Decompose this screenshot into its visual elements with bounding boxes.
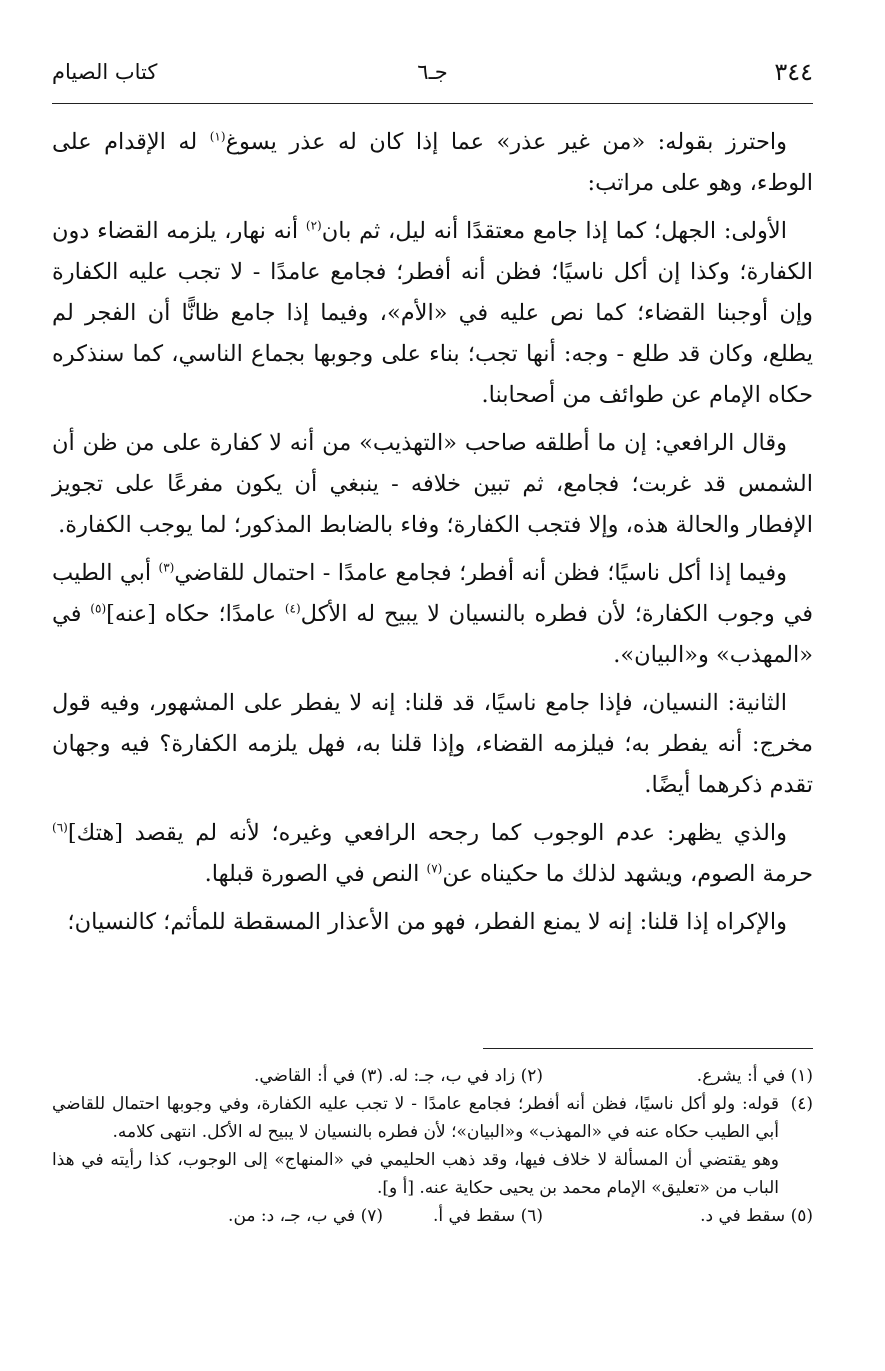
footnote-4 (52, 1090, 813, 1202)
footnote-ref-2[interactable]: (٢) (305, 218, 322, 233)
footnote-1: (١) في أ: يشرع. (696, 1066, 813, 1086)
footnote-ref-7[interactable]: (٧) (426, 861, 443, 876)
book-title: كتاب الصيام (52, 60, 158, 84)
footnote-5: (٥) سقط في د. (700, 1206, 813, 1226)
footnote-ref-5[interactable]: (٥) (90, 601, 107, 616)
text-segment: والإكراه إذا قلنا: إنه لا يمنع الفطر، فهو من الأعذار المسقطة للمأثم؛ كالنسيان؛ (67, 909, 787, 935)
text-segment: الثانية: النسيان، فإذا جامع ناسيًا، قد قلنا: إنه لا يفطر على المشهور، وفيه قول مخرج: أنه يفطر به؛ فيلزمه القضاء، وإذا قلنا به، فهل يلزمه الكفارة؟ فيه وجهان تقدم ذكرهما أيضًا. (52, 690, 813, 798)
footnote-row-3 (52, 1202, 813, 1230)
text-segment: عامدًا؛ حكاه [عنه] (106, 601, 285, 627)
text-segment: وفيما إذا أكل ناسيًا؛ فظن أنه أفطر؛ فجامع عامدًا - احتمال للقاضي (174, 560, 788, 586)
footnote-4-number: (٤) (790, 1094, 813, 1114)
footnote-7: (٧) في ب، جـ، د: من. (228, 1206, 383, 1226)
footnote-3: (٣) في أ: القاضي. (253, 1066, 383, 1086)
paragraph-7 (52, 902, 813, 943)
text-segment: الأولى: الجهل؛ كما إذا جامع معتقدًا أنه ليل، ثم بان (321, 218, 787, 244)
footnote-row-1 (52, 1062, 813, 1090)
paragraph-4 (52, 553, 813, 676)
footnote-6: (٦) سقط في أ. (432, 1206, 543, 1226)
text-segment: والذي يظهر: عدم الوجوب كما رجحه الرافعي وغيره؛ لأنه لم يقصد [هتك] (67, 820, 787, 846)
paragraph-3 (52, 423, 813, 546)
text-segment: له الإقدام على الوطء، وهو على مراتب: (52, 129, 813, 196)
text-segment: أبي الطيب في وجوب الكفارة؛ لأن فطره بالنسيان لا يبيح له الأكل (52, 560, 813, 627)
footnote-2: (٢) زاد في ب، جـ: له. (388, 1066, 543, 1086)
text-segment: حرمة الصوم، ويشهد لذلك ما حكيناه عن (442, 861, 813, 887)
footnotes (52, 1062, 813, 1230)
text-segment: واحترز بقوله: «من غير عذر» عما إذا كان له عذر يسوغ (225, 129, 787, 155)
text-segment: وقال الرافعي: إن ما أطلقه صاحب «التهذيب» من أنه لا كفارة على من ظن أن الشمس قد غربت؛ فجامع، ثم تبين خلافه - ينبغي أن يكون مفرعًا على تجويز الإفطار والحالة هذه، وإلا فتجب الكفارة؛ وفاء بالضابط المذكور؛ لما يوجب الكفارة. (52, 430, 813, 538)
text-segment: في «المهذب» و«البيان». (52, 601, 813, 668)
page-number: ٣٤٤ (774, 58, 813, 86)
header-rule (52, 103, 813, 104)
page-header (52, 58, 813, 106)
paragraph-5 (52, 683, 813, 806)
footnote-ref-3[interactable]: (٣) (158, 560, 175, 575)
paragraph-6 (52, 813, 813, 895)
text-segment: أنه نهار، يلزمه القضاء دون الكفارة؛ وكذا إن أكل ناسيًا؛ فظن أنه أفطر؛ فجامع عامدًا - لا تجب عليه الكفارة وإن أوجبنا القضاء؛ كما نص عليه في «الأم»، وفيما إذا جامع ظانًّا أن الفجر لم يطلع، وكان قد طلع - وجه: أنها تجب؛ بناء على وجوبها بجماع الناسي، كما سنذكره حكاه الإمام عن طوائف من أصحابنا. (52, 218, 813, 408)
footnote-separator (483, 1048, 813, 1049)
footnote-ref-4[interactable]: (٤) (284, 601, 301, 616)
footnote-4-text-continued: وهو يقتضي أن المسألة لا خلاف فيها، وقد ذهب الحليمي في «المنهاج» إلى الوجوب، كذا رأيته في هذا الباب من «تعليق» الإمام محمد بن يحيى حكاية عنه. [أ و]. (52, 1150, 779, 1198)
footnote-ref-6[interactable]: (٦) (52, 820, 68, 835)
footnote-4-text: قوله: ولو أكل ناسيًا، فظن أنه أفطر؛ فجامع عامدًا - لا تجب عليه الكفارة، وفي وجوبها احتمال للقاضي أبي الطيب حكاه عنه في «المهذب» و«البيان»؛ لأن فطره بالنسيان لا يبيح له الأكل. انتهى كلامه. (52, 1094, 779, 1142)
paragraph-2 (52, 211, 813, 416)
text-segment: النص في الصورة قبلها. (204, 861, 427, 887)
main-text (52, 122, 813, 950)
volume-label: جـ٦ (417, 60, 448, 84)
paragraph-1 (52, 122, 813, 204)
footnote-ref-1[interactable]: (١) (209, 129, 226, 144)
